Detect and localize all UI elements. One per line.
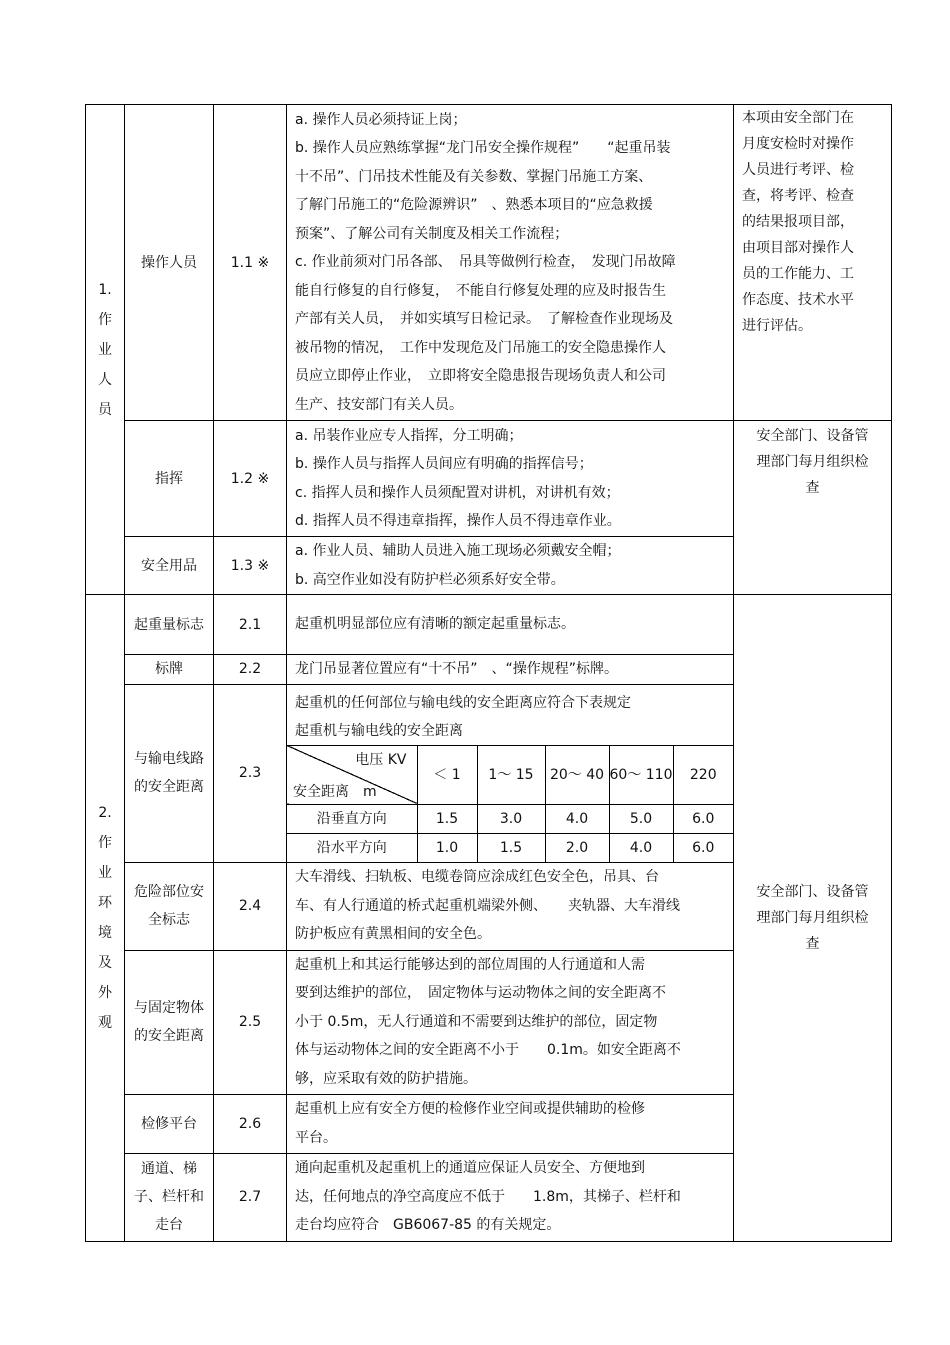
- voltage-column: 20～ 40: [545, 745, 609, 804]
- voltage-column: ＜ 1: [417, 745, 477, 804]
- item-name: 安全用品: [125, 537, 214, 595]
- distance-row-label: 沿水平方向: [287, 833, 417, 862]
- table-row: [86, 105, 892, 421]
- item-name: 指挥: [125, 421, 214, 537]
- item-name: 操作人员: [125, 105, 214, 421]
- remark-cell: 安全部门、设备管 理部门每月组织检 查: [734, 421, 892, 595]
- distance-value: 6.0: [673, 833, 733, 862]
- remark-cell: 本项由安全部门在 月度安检时对操作 人员进行考评、检 查，将考评、检查 的结果报项目部， 由项目部对操作人 员的工作能力、工 作态度、技术水平 进行评估。: [734, 105, 892, 421]
- item-content: [287, 684, 734, 862]
- item-name: 危险部位安全标志: [125, 862, 214, 950]
- item-code: 1.1 ※: [214, 105, 287, 421]
- item-code: 2.4: [214, 862, 287, 950]
- item-code: 2.2: [214, 655, 287, 685]
- item-content: a. 操作人员必须持证上岗； b. 操作人员应熟练掌握“龙门吊安全操作规程” “起重吊装 十不吊”、门吊技术性能及有关参数、掌握门吊施工方案、 了解门吊施工的“危险源辨识” 、熟悉本项目的“应急救援 预案”、了解公司有关制度及相关工作流程； c. 作业前须对门吊各部、 吊具等做例行检查， 发现门吊故障 能自行修复的自行修复， 不能自行修复处理的应及时报告生 产部有关人员， 并如实填写日检记录。 了解检查作业现场及 被吊物的情况， 工作中发现危及门吊施工的安全隐患操作人 员应立即停止作业， 立即将安全隐患报告现场负责人和公司 生产、技安部门有关人员。: [287, 105, 734, 421]
- item-code: 2.6: [214, 1094, 287, 1153]
- voltage-column: 1～ 15: [477, 745, 545, 804]
- item-content: 大车滑线、扫轨板、电缆卷筒应涂成红色安全色，吊具、台 车、有人行通道的桥式起重机端梁外侧、 夹轨器、大车滑线 防护板应有黄黑相间的安全色。: [287, 862, 734, 950]
- distance-header-diagonal: 电压 KV 安全距离 m: [287, 745, 417, 804]
- item-code: 1.2 ※: [214, 421, 287, 537]
- remark-cell: 安全部门、设备管 理部门每月组织检 查: [734, 595, 892, 1242]
- item-name: 标牌: [125, 655, 214, 685]
- voltage-column: 220: [673, 745, 733, 804]
- distance-value: 1.5: [417, 804, 477, 833]
- item-content: 通向起重机及起重机上的通道应保证人员安全、方便地到 达，任何地点的净空高度应不低于 1.8m，其梯子、栏杆和 走台均应符合 GB6067-85 的有关规定。: [287, 1153, 734, 1241]
- table-row: [86, 595, 892, 655]
- inspection-table: [85, 104, 892, 1242]
- distance-intro: 起重机的任何部位与输电线的安全距离应符合下表规定 起重机与输电线的安全距离: [295, 694, 631, 739]
- distance-row: [287, 833, 733, 862]
- distance-value: 3.0: [477, 804, 545, 833]
- distance-row-label: 沿垂直方向: [287, 804, 417, 833]
- item-content: 起重机上应有安全方便的检修作业空间或提供辅助的检修 平台。: [287, 1094, 734, 1153]
- distance-value: 5.0: [609, 804, 673, 833]
- item-code: 2.5: [214, 950, 287, 1094]
- distance-value: 4.0: [545, 804, 609, 833]
- distance-value: 1.0: [417, 833, 477, 862]
- distance-header-row: [287, 745, 733, 804]
- item-content: a. 作业人员、辅助人员进入施工现场必须戴安全帽； b. 高空作业如没有防护栏必须系好安全带。: [287, 537, 734, 595]
- distance-table: [287, 745, 733, 862]
- item-content: 龙门吊显著位置应有“十不吊” 、“操作规程”标牌。: [287, 655, 734, 685]
- item-code: 2.7: [214, 1153, 287, 1241]
- item-name: 检修平台: [125, 1094, 214, 1153]
- category-cell: 1. 作 业 人 员: [86, 105, 125, 595]
- item-content: 起重机明显部位应有清晰的额定起重量标志。: [287, 595, 734, 655]
- table-row: [86, 421, 892, 537]
- item-name: 起重量标志: [125, 595, 214, 655]
- distance-row: [287, 804, 733, 833]
- item-name: 与输电线路的安全距离: [125, 684, 214, 862]
- category-cell: 2. 作 业 环 境 及 外 观: [86, 595, 125, 1242]
- item-code: 2.3: [214, 684, 287, 862]
- item-code: 1.3 ※: [214, 537, 287, 595]
- distance-value: 1.5: [477, 833, 545, 862]
- item-content: 起重机上和其运行能够达到的部位周围的人行通道和人需 要到达维护的部位， 固定物体与运动物体之间的安全距离不 小于 0.5m，无人行通道和不需要到达维护的部位，固定物 体与运动物体之间的安全距离不小于 0.1m。如安全距离不 够，应采取有效的防护措施。: [287, 950, 734, 1094]
- item-name: 与固定物体的安全距离: [125, 950, 214, 1094]
- distance-value: 6.0: [673, 804, 733, 833]
- item-name: 通道、梯子、栏杆和走台: [125, 1153, 214, 1241]
- distance-value: 4.0: [609, 833, 673, 862]
- voltage-column: 60～ 110: [609, 745, 673, 804]
- item-content: a. 吊装作业应专人指挥，分工明确； b. 操作人员与指挥人员间应有明确的指挥信号； c. 指挥人员和操作人员须配置对讲机，对讲机有效； d. 指挥人员不得违章指挥，操作人员不得违章作业。: [287, 421, 734, 537]
- distance-value: 2.0: [545, 833, 609, 862]
- item-code: 2.1: [214, 595, 287, 655]
